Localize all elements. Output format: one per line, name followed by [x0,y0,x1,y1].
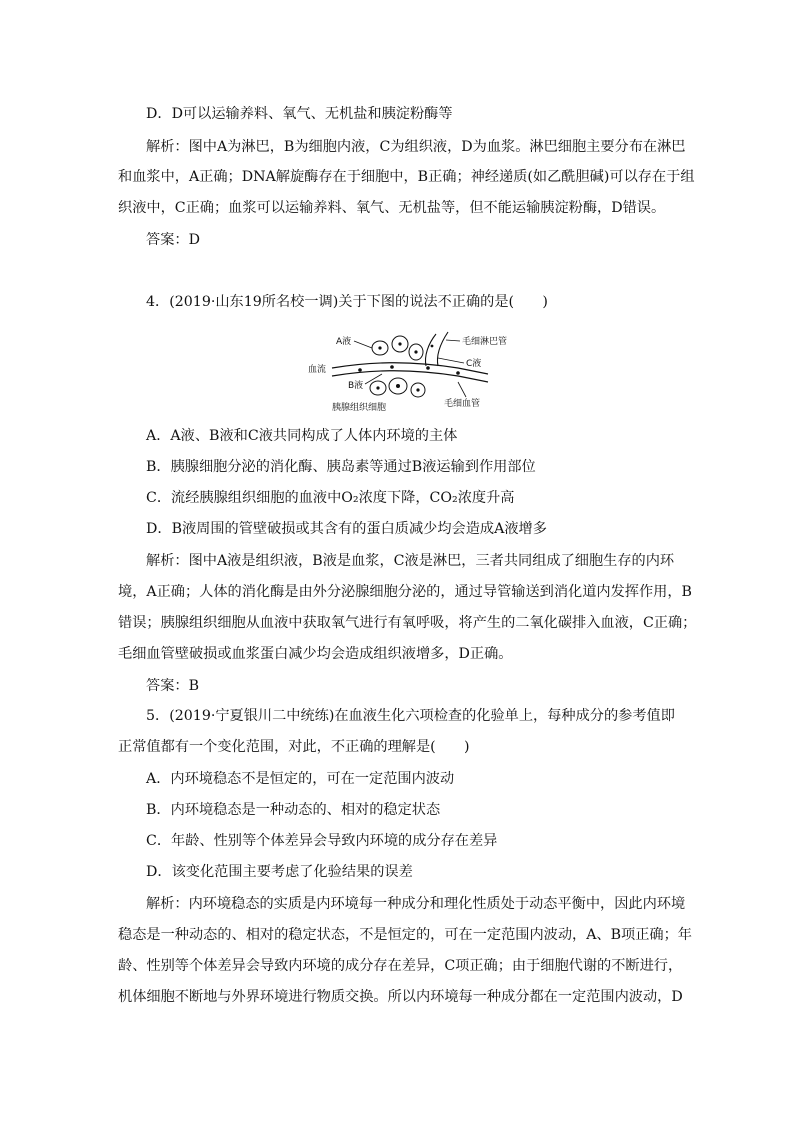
label-capillary: 毛细血管 [444,399,481,409]
label-b-fluid: B液 [348,381,364,391]
q5-analysis-line-1: 解析：内环境稳态的实质是内环境每一种成分和理化性质处于动态平衡中，因此内环境 [146,896,686,912]
q5-option-c: C．年龄、性别等个体差异会导致内环境的成分存在差异 [146,833,498,849]
q3-answer: 答案：D [146,232,200,248]
q5-stem-line-2: 正常值都有一个变化范围，对此，不正确的理解是( ) [118,739,470,755]
q3-analysis-line-3: 织液中，C正确；血浆可以运输养料、氧气、无机盐等，但不能运输胰淀粉酶，D错误。 [118,200,666,216]
lymph-capillary-wall-right [437,332,448,366]
q3-analysis-line-2: 和血浆中，A正确；DNA解旋酶存在于细胞中，B正确；神经递质(如乙酰胆碱)可以存在于组 [118,169,695,185]
q5-analysis-line-3: 龄、性别等个体差异会导致内环境的成分存在差异，C项正确；由于细胞代谢的不断进行， [118,958,683,974]
q5-analysis-line-4: 机体细胞不断地与外界环境进行物质交换。所以内环境每一种成分都在一定范围内波动，D [118,989,683,1005]
q4-analysis-line-4: 毛细血管壁破损或血浆蛋白减少均会造成组织液增多，D正确。 [118,646,513,662]
q5-option-a: A．内环境稳态不是恒定的，可在一定范围内波动 [146,771,455,787]
label-lymph-capillary: 毛细淋巴管 [462,337,508,347]
q3-analysis-line-1: 解析：图中A为淋巴，B为细胞内液，C为组织液，D为血浆。淋巴细胞主要分布在淋巴 [146,139,686,155]
label-c-fluid: C液 [466,359,482,369]
q5-analysis-line-2: 稳态是一种动态的、相对的稳定状态，不是恒定的，可在一定范围内波动，A、B项正确；年 [118,927,692,943]
q4-option-a: A．A液、B液和C液共同构成了人体内环境的主体 [146,428,458,444]
q4-stem: 4．(2019·山东19所名校一调)关于下图的说法不正确的是( ) [146,294,548,310]
q4-analysis-line-3: 错误；胰腺组织细胞从血液中获取氧气进行有氧呼吸，将产生的二氧化碳排入血液，C正确； [118,615,697,631]
label-blood-flow: 血流 [308,365,327,375]
label-a-fluid: A液 [336,337,352,347]
q3-option-d: D．D可以运输养料、氧气、无机盐和胰淀粉酶等 [146,106,453,122]
q5-stem-line-1: 5．(2019·宁夏银川二中统练)在血液生化六项检查的化验单上，每种成分的参考值即 [146,708,675,724]
q5-option-d: D．该变化范围主要考虑了化验结果的误差 [146,864,413,880]
label-pancreas-cells: 胰腺组织细胞 [332,403,387,413]
q4-option-c: C．流经胰腺组织细胞的血液中O₂浓度下降，CO₂浓度升高 [146,490,515,506]
q4-option-d: D．B液周围的管壁破损或其含有的蛋白质减少均会造成A液增多 [146,521,547,537]
lymph-capillary-wall-left [425,334,436,366]
tissue-fluid-diagram [308,322,520,414]
q4-analysis-line-1: 解析：图中A液是组织液，B液是血浆，C液是淋巴，三者共同组成了细胞生存的内环 [146,553,675,569]
q4-answer: 答案：B [146,678,199,694]
q5-option-b: B．内环境稳态是一种动态的、相对的稳定状态 [146,802,441,818]
q4-option-b: B．胰腺细胞分泌的消化酶、胰岛素等通过B液运输到作用部位 [146,459,536,475]
q4-analysis-line-2: 境，A正确；人体的消化酶是由外分泌腺细胞分泌的，通过导管输送到消化道内发挥作用，B [118,584,692,600]
